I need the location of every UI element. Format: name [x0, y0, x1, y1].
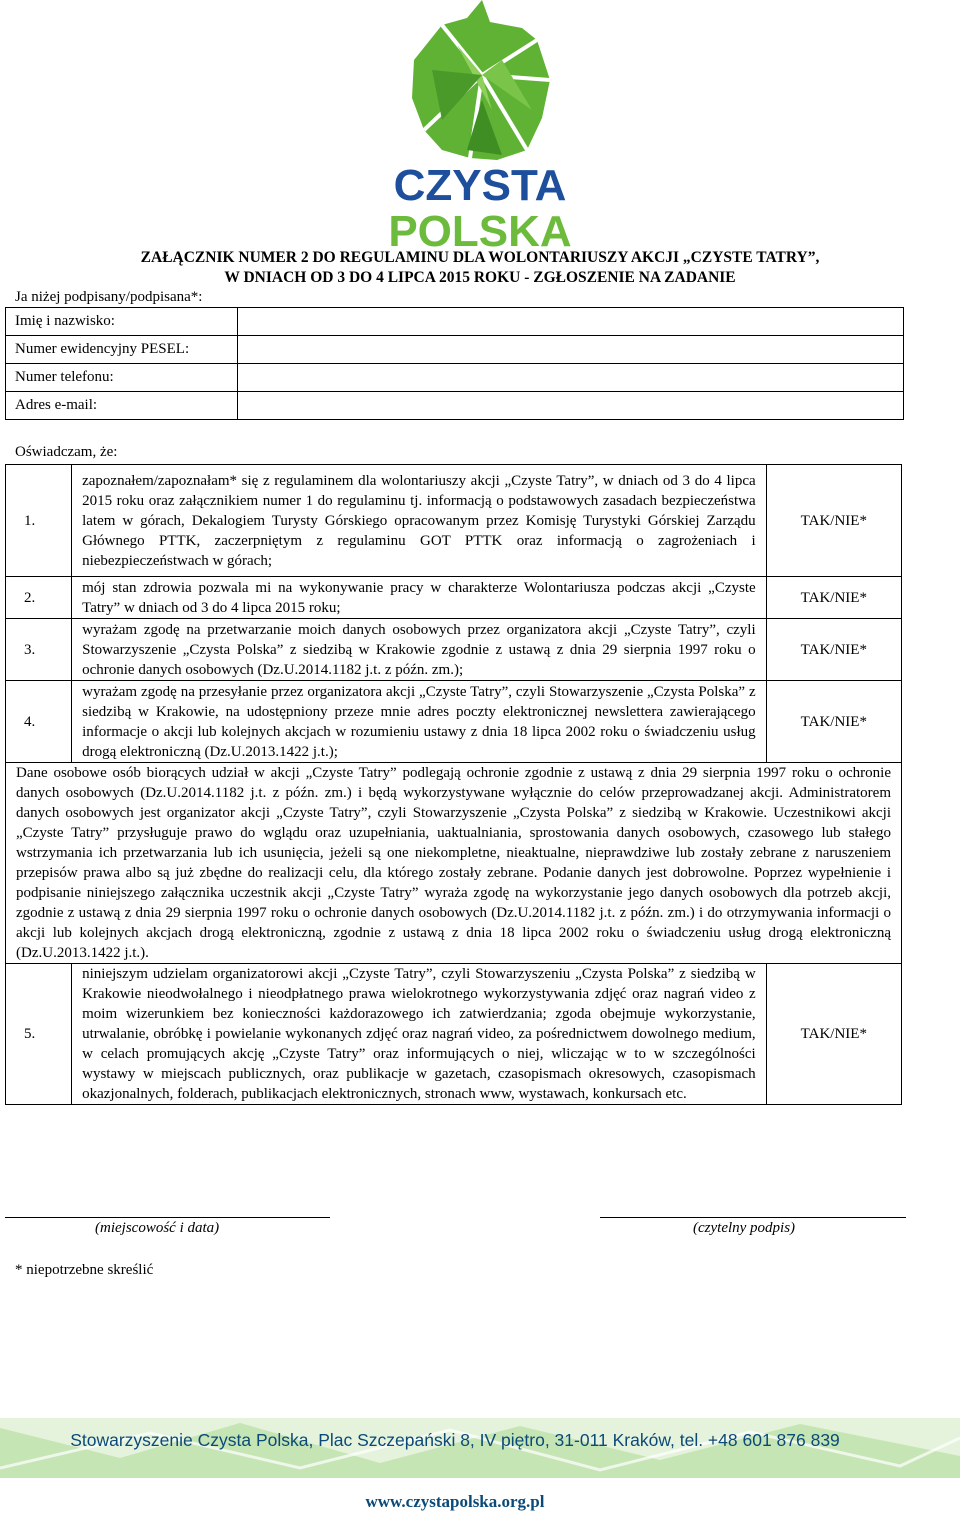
signature-caption: (czytelny podpis) — [693, 1220, 796, 1236]
phone-field[interactable] — [238, 364, 904, 392]
poland-map-leaf-icon — [412, 0, 550, 160]
table-row — [6, 336, 904, 364]
field-label-email: Adres e-mail: — [6, 392, 238, 420]
statement-text: niniejszym udzielam organizatorowi akcji „Czyste Tatry”, czyli Stowarzyszeniu „Czysta Polska” z siedzibą w Krakowie nieodwołalnego i nieodpłatnego prawa wielokrotnego wykorzystywania zdjęć oraz nagrań video z moim wizerunkiem bez konieczności każdorazowego ich zatwierdzania; zgoda obejmuje wykorzystanie, utrwalanie, obróbkę i powielanie wykonanych zdjęć oraz nagrań video, za pośrednictwem dowolnego medium, w celach promujących akcję „Czyste Tatry” oraz informujących o niej, wliczając w to w szczególności wystawy w miejscach publicznych, oraz publikacje w gazetach, czasopismach okresowych, czasopismach okazjonalnych, folderach, publikacjach elektronicznych, stronach www, wystawach, konkursach etc. — [72, 964, 767, 1105]
statement-text: wyrażam zgodę na przesyłanie przez organizatora akcji „Czyste Tatry”, czyli Stowarzyszenie „Czysta Polska” z siedzibą w Krakowie, na udostępniony przeze mnie adres poczty elektronicznej newslettera zawierającego informacje o akcji lub kolejnych akcjach w rozumieniu ustawy z dnia 18 lipca 2002 roku o świadczeniu usług drogą elektroniczną (Dz.U.2013.1422 j.t.); — [72, 681, 767, 763]
statement-number: 3. — [6, 619, 72, 681]
footer-address: Stowarzyszenie Czysta Polska, Plac Szczepański 8, IV piętro, 31-011 Kraków, tel. +48 601 876 839 — [70, 1430, 840, 1450]
statement-row-3 — [6, 619, 902, 681]
table-row — [6, 392, 904, 420]
personal-data-table — [5, 307, 904, 420]
czysta-polska-logo — [372, 0, 588, 250]
statement-number: 2. — [6, 577, 72, 619]
statement-number: 5. — [6, 964, 72, 1105]
statement-answer[interactable]: TAK/NIE* — [766, 619, 901, 681]
field-label-name: Imię i nazwisko: — [6, 308, 238, 336]
statement-number: 1. — [6, 465, 72, 577]
table-row — [6, 364, 904, 392]
field-label-phone: Numer telefonu: — [6, 364, 238, 392]
place-date-caption: (miejscowość i data) — [95, 1220, 220, 1236]
statement-text: mój stan zdrowia pozwala mi na wykonywanie pracy w charakterze Wolontariusza podczas akcji „Czyste Tatry” w dniach od 3 do 4 lipca 2015 roku; — [72, 577, 767, 619]
table-row — [6, 308, 904, 336]
email-field[interactable] — [238, 392, 904, 420]
pesel-field[interactable] — [238, 336, 904, 364]
place-date-line[interactable] — [5, 1217, 330, 1218]
statement-answer[interactable]: TAK/NIE* — [766, 681, 901, 763]
statement-row-4 — [6, 681, 902, 763]
footer-website[interactable]: www.czystapolska.org.pl — [365, 1492, 545, 1511]
statement-answer[interactable]: TAK/NIE* — [766, 964, 901, 1105]
statement-answer[interactable]: TAK/NIE* — [766, 465, 901, 577]
statement-row-5 — [6, 964, 902, 1105]
statement-text: zapoznałem/zapoznałam* się z regulaminem dla wolontariuszy akcji „Czyste Tatry”, w dniach od 3 do 4 lipca 2015 roku oraz załącznikiem numer 1 do regulaminu tj. informacją o podstawowych zasadach bezpieczeństwa latem w górach, Dekalogiem Turysty Górskiego opracowanym przez Komisję Turystyki Górskiej Zarządu Głównego PTTK, zaczerpniętym z regulaminu GOT PTTK oraz informacją o zagrożeniach i niebezpieczeństwach w górach; — [72, 465, 767, 577]
document-title-line-1: ZAŁĄCZNIK NUMER 2 DO REGULAMINU DLA WOLONTARIUSZY AKCJI „CZYSTE TATRY”, — [140, 249, 820, 266]
data-protection-note: Dane osobowe osób biorących udział w akcji „Czyste Tatry” podlegają ochronie zgodnie z ustawą z dnia 29 sierpnia 1997 roku o ochronie danych osobowych (Dz.U.2014.1182 j.t. z późn. zm.) i będą wykorzystywane wyłącznie do celów przeprowadzanej akcji. Administratorem danych osobowych jest organizator akcji „Czyste Tatry”, czyli Stowarzyszenie „Czysta Polska” z siedzibą w Krakowie. Uczestnikowi akcji „Czyste Tatry” przysługuje prawo do wglądu oraz uzupełniania, uaktualniania, sprostowania danych osobowych, czasowego lub stałego wstrzymania ich przetwarzania lub ich usunięcia, jeżeli są one niekompletne, nieaktualne, nieprawdziwe lub zostały zebrane z naruszeniem przepisów prawa albo są już zbędne do realizacji celu, dla którego zostały zebrane. Podanie danych jest dobrowolne. Poprzez wypełnienie i podpisanie niniejszego załącznika uczestnik akcji „Czyste Tatry” wyraża zgodę na wykorzystanie jego danych osobowych dla potrzeb akcji, zgodnie z ustawą z dnia 29 sierpnia 1997 roku o ochronie danych osobowych (Dz.U.2014.1182 j.t. z późn. zm.) i do otrzymywania informacji o akcji lub kolejnych akcjach drogą elektroniczną, zgodnie z ustawą z dnia 18 lipca 2002 roku o świadczeniu usług drogą elektroniczną (Dz.U.2013.1422 j.t.). — [6, 763, 902, 964]
logo-word-2: POLSKA — [388, 207, 572, 250]
document-title-line-2: W DNIACH OD 3 DO 4 LIPCA 2015 ROKU - ZGŁOSZENIE NA ZADANIE — [224, 269, 736, 286]
statement-text: wyrażam zgodę na przetwarzanie moich danych osobowych przez organizatora akcji „Czyste Tatry”, czyli Stowarzyszenie „Czysta Polska” z siedzibą w Krakowie zgodnie z ustawą z dnia 29 sierpnia 1997 roku o ochronie danych osobowych (Dz.U.2014.1182 j.t. z późn. zm.); — [72, 619, 767, 681]
statement-row-2 — [6, 577, 902, 619]
field-label-pesel: Numer ewidencyjny PESEL: — [6, 336, 238, 364]
logo-word-1: CZYSTA — [393, 161, 567, 210]
statements-intro: Oświadczam, że: — [15, 444, 118, 460]
signature-line[interactable] — [600, 1217, 906, 1218]
data-protection-row — [6, 763, 902, 964]
statement-answer[interactable]: TAK/NIE* — [766, 577, 901, 619]
statement-row-1 — [6, 465, 902, 577]
statement-number: 4. — [6, 681, 72, 763]
statements-table — [5, 464, 902, 1105]
declarant-intro: Ja niżej podpisany/podpisana*: — [15, 289, 203, 305]
footnote: * niepotrzebne skreślić — [15, 1262, 154, 1278]
name-field[interactable] — [238, 308, 904, 336]
